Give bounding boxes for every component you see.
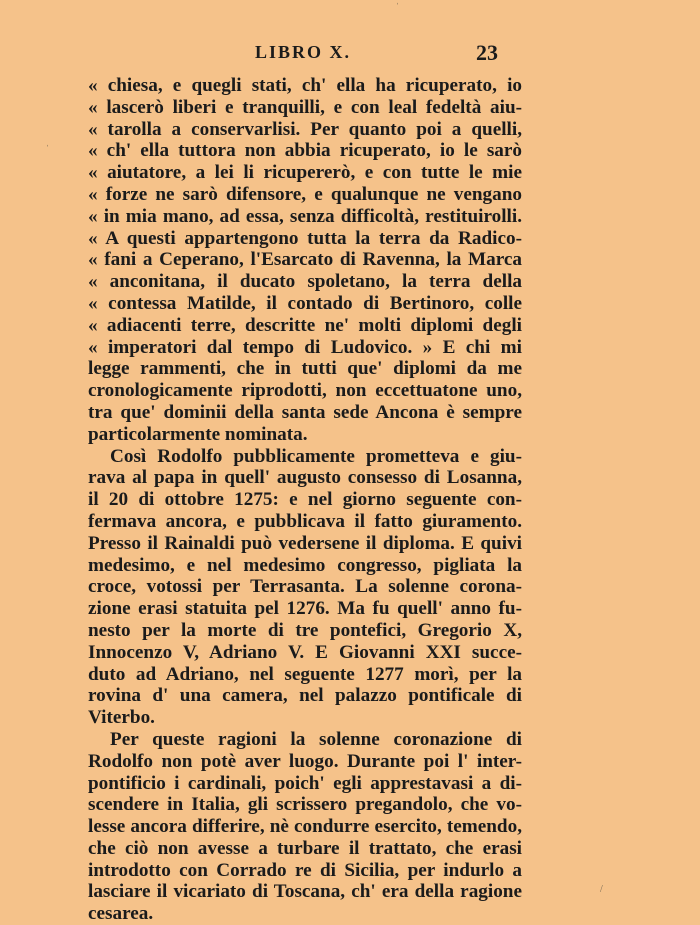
text-line: « ch' ella tuttora non abbia ricuperato, io le sarò: [88, 140, 522, 162]
text-line: zione erasi statuita pel 1276. Ma fu quell' anno fu-: [88, 598, 522, 620]
text-line: particolarmente nominata.: [88, 423, 308, 445]
text-line: « imperatori dal tempo di Ludovico. » E chi mi: [88, 336, 522, 358]
page-header: [0, 40, 700, 66]
text-line: Rodolfo non potè aver luogo. Durante poi l' inter-: [88, 750, 522, 772]
text-line: Così Rodolfo pubblicamente prometteva e giu-: [110, 445, 522, 467]
text-line: « tarolla a conservarlisi. Per quanto poi a quelli,: [88, 118, 522, 140]
text-line: lasciare il vicariato di Toscana, ch' era della ragione: [88, 881, 522, 903]
text-line: medesimo, e nel medesimo congresso, pigliata la: [88, 554, 522, 576]
text-line: lesse ancora differire, nè condurre esercito, temendo,: [88, 816, 522, 838]
body-text: [88, 75, 522, 925]
text-line: « forze ne sarò difensore, e qualunque ne vengano: [88, 183, 522, 205]
text-line: introdotto con Corrado re di Sicilia, per indurlo a: [88, 859, 522, 881]
text-line: legge rammenti, che in tutti que' diplomi da me: [88, 358, 522, 380]
text-line: « adiacenti terre, descritte ne' molti diplomi degli: [88, 314, 522, 336]
print-speck: ˈ: [396, 2, 400, 13]
running-title: LIBRO X.: [255, 42, 352, 62]
text-line: Innocenzo V, Adriano V. E Giovanni XXI succe-: [88, 641, 522, 663]
text-line: croce, votossi per Terrasanta. La solenne corona-: [88, 576, 522, 598]
text-line: il 20 di ottobre 1275: e nel giorno seguente con-: [88, 489, 522, 511]
text-line: fermava ancora, e pubblicava il fatto giuramento.: [88, 510, 522, 532]
text-line: duto ad Adriano, nel seguente 1277 morì, per la: [88, 663, 522, 685]
text-line: « A questi appartengono tutta la terra da Radico-: [88, 227, 522, 249]
print-speck: /: [600, 884, 603, 895]
text-line: Presso il Rainaldi può vedersene il diploma. E quivi: [88, 532, 522, 554]
page-number: 23: [476, 40, 498, 65]
text-line: nesto per la morte di tre pontefici, Gregorio X,: [88, 619, 522, 641]
text-line: « aiutatore, a lei li ricupererò, e con tutte le mie: [88, 162, 522, 184]
text-line: rovina d' una camera, nel palazzo pontificale di: [88, 685, 522, 707]
text-line: rava al papa in quell' augusto consesso di Losanna,: [88, 467, 522, 489]
text-line: « contessa Matilde, il contado di Bertinoro, colle: [88, 292, 522, 314]
text-line: cesarea.: [88, 903, 154, 925]
text-line: Per queste ragioni la solenne coronazione di: [110, 728, 522, 750]
text-line: « fani a Ceperano, l'Esarcato di Ravenna, la Marca: [88, 249, 522, 271]
text-line: « anconitana, il ducato spoletano, la terra della: [88, 271, 522, 293]
text-line: pontificio i cardinali, poich' egli apprestavasi a di-: [88, 772, 522, 794]
text-line: tra que' dominii della santa sede Ancona è sempre: [88, 401, 522, 423]
text-line: « lascerò liberi e tranquilli, e con leal fedeltà aiu-: [88, 96, 522, 118]
text-line: cronologicamente riprodotti, non eccettuatone uno,: [88, 380, 522, 402]
text-line: Viterbo.: [88, 707, 155, 729]
text-line: « in mia mano, ad essa, senza difficoltà, restituirolli.: [88, 205, 522, 227]
text-line: « chiesa, e quegli stati, ch' ella ha ricuperato, io: [88, 75, 522, 96]
text-line: scendere in Italia, gli scrissero pregandolo, che vo-: [88, 794, 522, 816]
text-line: che ciò non avesse a turbare il trattato, che erasi: [88, 837, 522, 859]
print-speck: ˈ: [46, 144, 50, 155]
